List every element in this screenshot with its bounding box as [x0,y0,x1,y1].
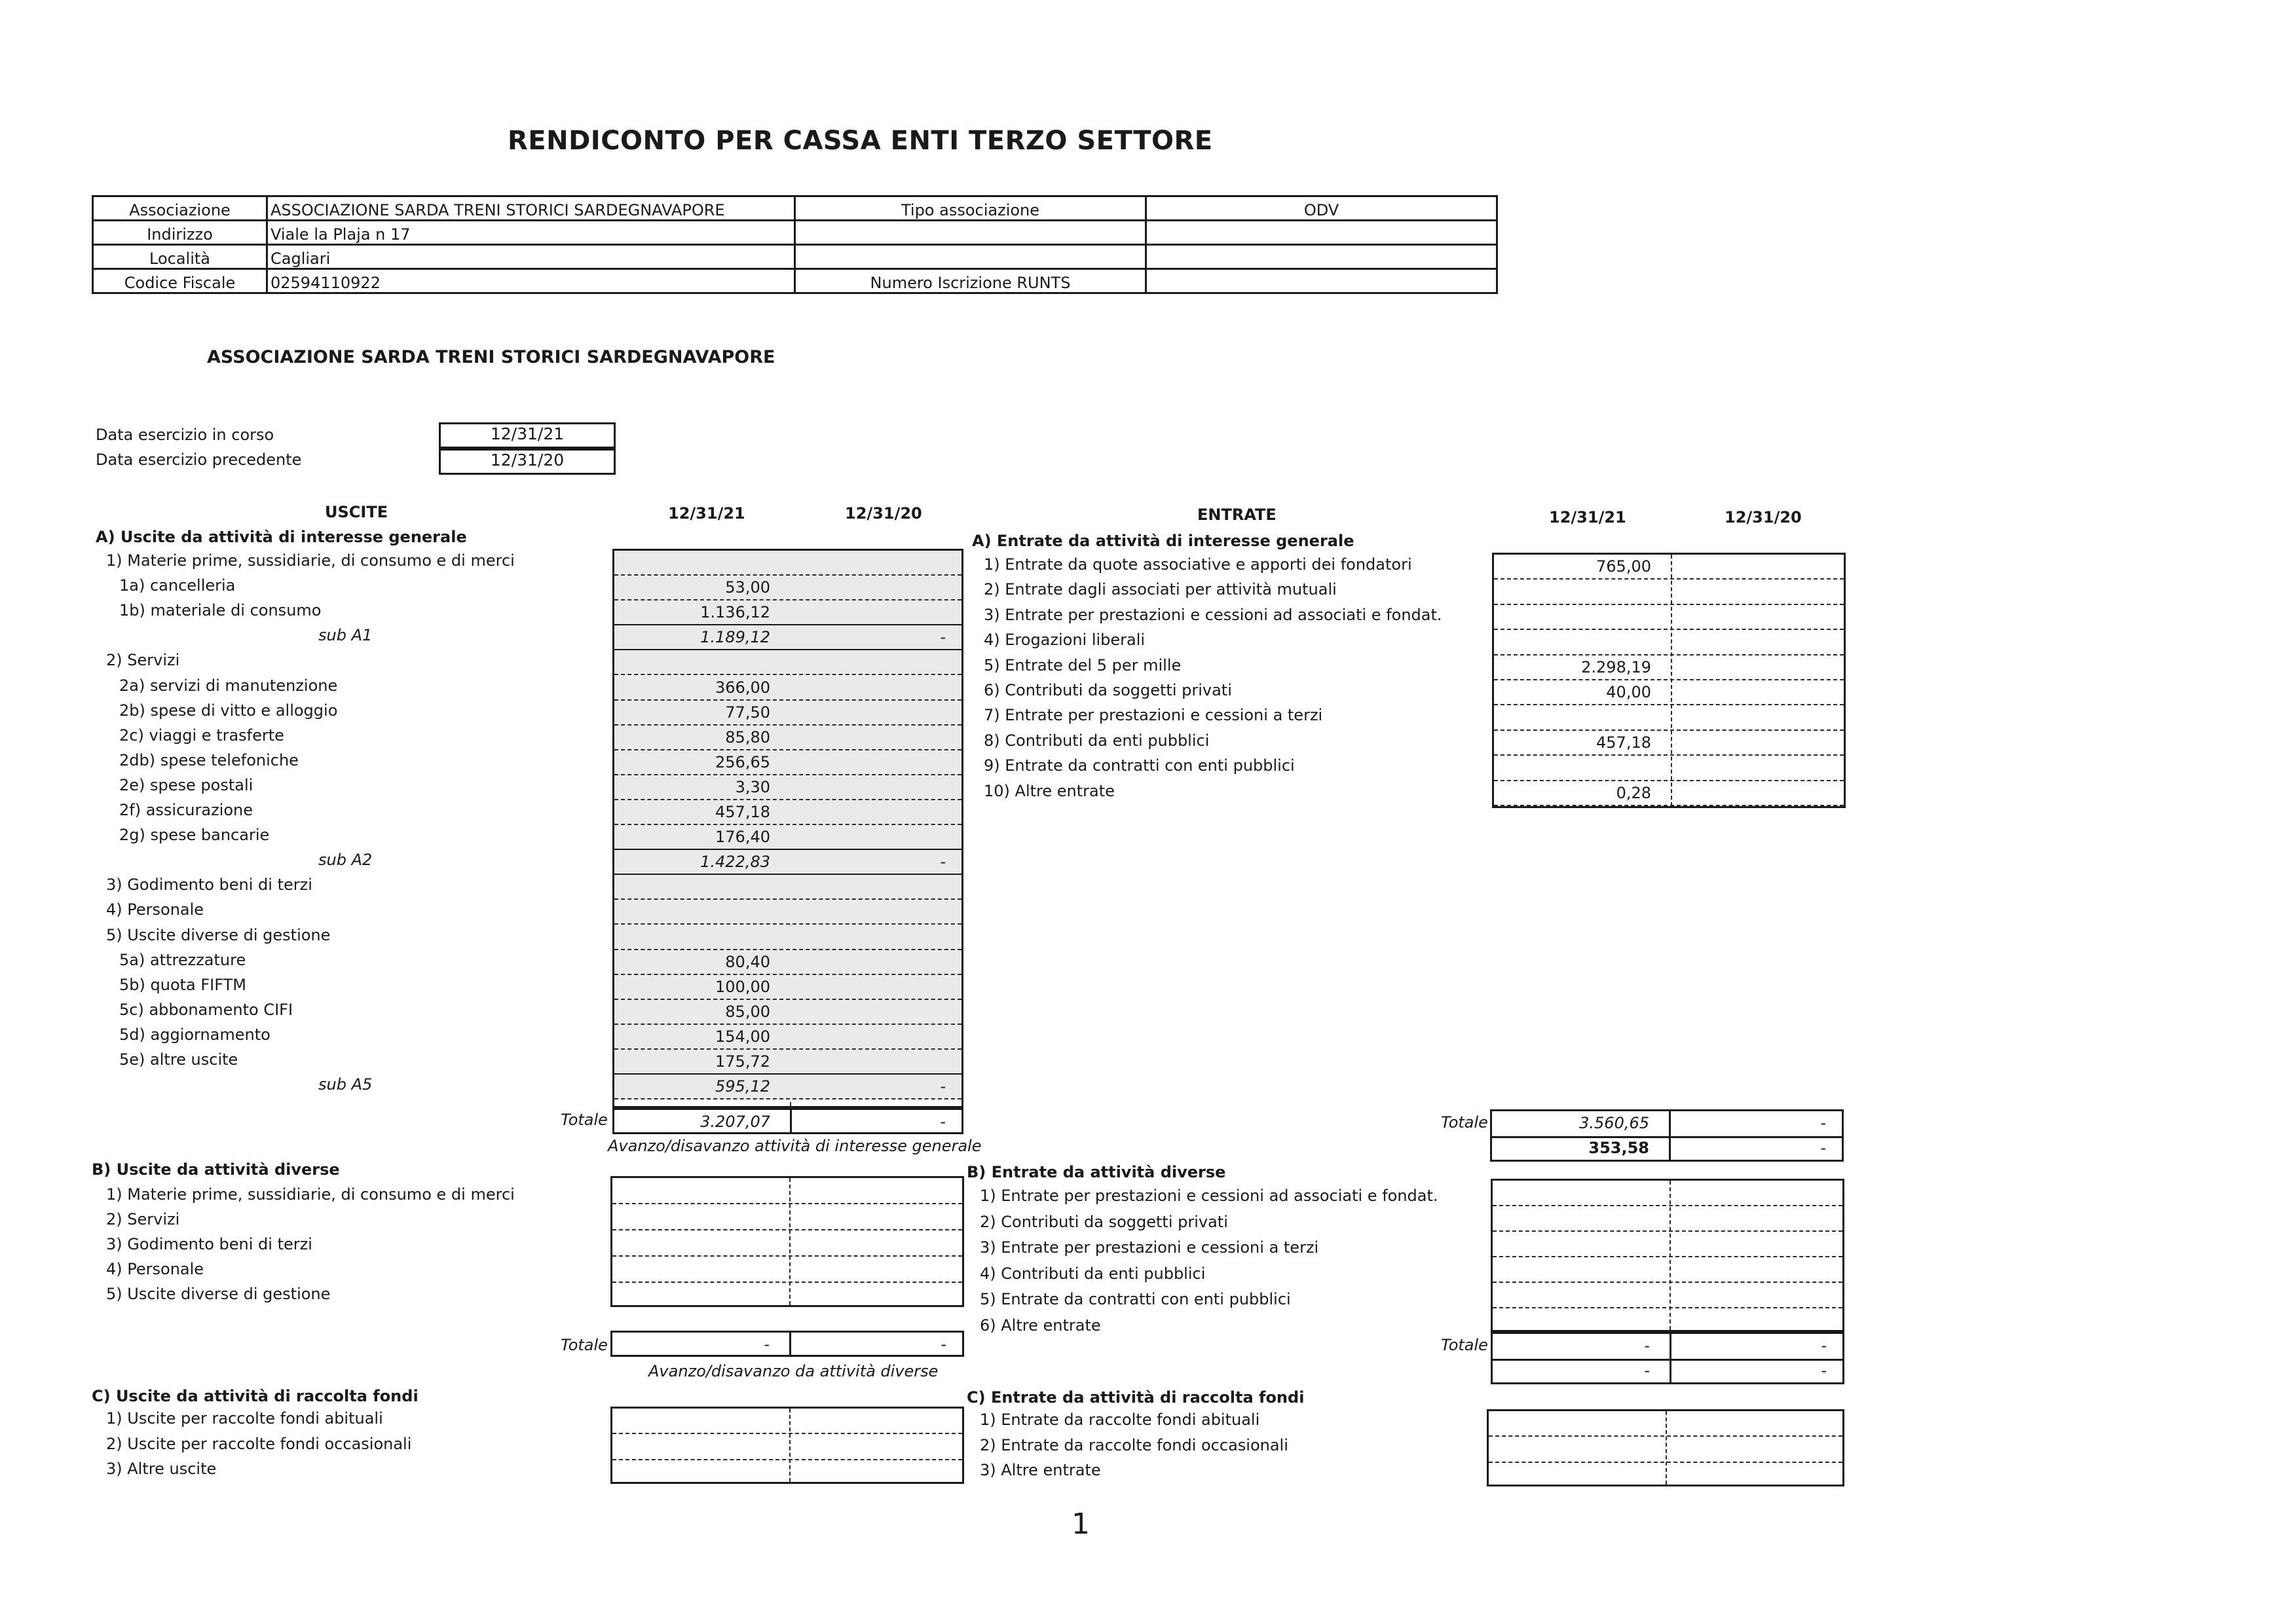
uscite-a-totale-1: 3.207,07 [700,1113,770,1131]
uscite-a-label-4: 2) Servizi [106,651,180,670]
avanzo-b-2: - [1821,1361,1827,1380]
entrate-b-title: B) Entrate da attività diverse [967,1163,1226,1181]
uscite-a-totale-box [612,1108,963,1134]
uscite-a-value-3-col1: 1.189,12 [700,628,770,647]
entrate-a-label-9: 10) Altre entrate [984,781,1115,800]
uscite-a-amounts [612,549,963,1108]
uscite-a-value-5-col1: 366,00 [715,678,770,697]
uscite-b-label-1: 2) Servizi [106,1210,180,1228]
uscite-a-value-21-col2: - [940,1077,946,1096]
localita-label: Località [93,245,267,269]
entrate-c-amounts [1487,1409,1844,1486]
uscite-c-title: C) Uscite da attività di raccolta fondi [92,1387,419,1405]
uscite-a-value-3-col2: - [940,628,946,647]
uscite-a-label-18: 5c) abbonamento CIFI [119,1000,293,1019]
uscite-a-label-14: 4) Personale [106,900,204,919]
avanzo-b-1: - [1644,1361,1650,1380]
uscite-a-value-12-col2: - [940,853,946,872]
uscite-c-label-1: 2) Uscite per raccolte fondi occasionali [106,1434,412,1453]
uscite-a-label-21: sub A5 [318,1075,373,1094]
uscite-a-label-1: 1a) cancelleria [119,576,236,595]
uscite-header: USCITE [325,503,388,521]
entrate-col1-header: 12/31/21 [1549,508,1626,526]
entrate-b-totale-1: - [1644,1337,1650,1355]
entrate-a-value-9-col1: 0,28 [1616,783,1651,802]
runts-label: Numero Iscrizione RUNTS [795,269,1146,293]
entrate-a-amounts [1492,553,1846,808]
entrate-a-totale-label: Totale [1441,1113,1488,1132]
document-title: RENDICONTO PER CASSA ENTI TERZO SETTORE [508,126,1213,156]
uscite-a-value-16-col1: 80,40 [725,952,770,971]
entrate-b-totale-box [1491,1332,1844,1384]
avanzo-a-2: - [1820,1139,1826,1157]
entrate-a-label-8: 9) Entrate da contratti con enti pubblici [984,756,1295,775]
uscite-a-value-21-col1: 595,12 [715,1077,770,1096]
uscite-a-label-5: 2a) servizi di manutenzione [119,676,338,695]
uscite-a-label-17: 5b) quota FIFTM [119,975,247,994]
entrate-a-value-0-col1: 765,00 [1596,557,1651,576]
uscite-c-amounts [610,1407,964,1484]
data-corso-label: Data esercizio in corso [96,426,274,444]
uscite-a-label-3: sub A1 [318,626,373,645]
uscite-a-label-2: 1b) materiale di consumo [119,601,322,620]
entrate-b-label-1: 2) Contributi da soggetti privati [980,1212,1228,1231]
uscite-a-value-2-col1: 1.136,12 [700,603,770,622]
avanzo-b-label: Avanzo/disavanzo da attività diverse [648,1362,939,1380]
uscite-a-value-8-col1: 256,65 [715,752,770,771]
uscite-a-label-20: 5e) altre uscite [119,1050,238,1069]
avanzo-a-1: 353,58 [1588,1139,1649,1157]
uscite-a-value-10-col1: 457,18 [715,803,770,821]
uscite-a-label-9: 2e) spese postali [119,775,253,794]
uscite-a-label-0: 1) Materie prime, sussidiarie, di consumo e di merci [106,551,515,570]
entrate-b-totale-label: Totale [1441,1336,1488,1354]
entrate-a-totale-2: - [1820,1114,1826,1132]
uscite-a-label-6: 2b) spese di vitto e alloggio [119,701,338,720]
entrate-a-value-7-col1: 457,18 [1596,733,1651,752]
entrate-b-amounts [1491,1179,1844,1332]
cf-label: Codice Fiscale [93,269,267,293]
entrate-b-label-0: 1) Entrate per prestazioni e cessioni ad associati e fondat. [980,1187,1438,1205]
indirizzo-value: Viale la Plaja n 17 [267,221,795,245]
uscite-c-label-0: 1) Uscite per raccolte fondi abituali [106,1409,383,1428]
entrate-a-label-3: 4) Erogazioni liberali [984,631,1146,650]
uscite-a-label-19: 5d) aggiornamento [119,1025,271,1044]
uscite-b-totale-box [610,1331,964,1357]
uscite-b-label-2: 3) Godimento beni di terzi [106,1235,312,1253]
entrate-b-label-3: 4) Contributi da enti pubblici [980,1264,1206,1283]
entrate-b-totale-2: - [1821,1337,1827,1355]
uscite-b-totale-1: - [764,1335,770,1354]
entrate-a-value-4-col1: 2.298,19 [1581,657,1651,676]
entrate-a-label-5: 6) Contributi da soggetti privati [984,681,1232,699]
uscite-b-label-0: 1) Materie prime, sussidiarie, di consumo e di merci [106,1185,515,1204]
entrate-b-label-5: 6) Altre entrate [980,1316,1101,1335]
uscite-col1-header: 12/31/21 [668,504,745,523]
entrate-a-value-5-col1: 40,00 [1606,683,1651,701]
uscite-a-value-7-col1: 85,80 [725,728,770,747]
uscite-a-label-10: 2f) assicurazione [119,801,253,819]
localita-value: Cagliari [267,245,795,269]
uscite-a-label-16: 5a) attrezzature [119,950,246,969]
uscite-a-value-18-col1: 85,00 [725,1002,770,1021]
uscite-c-label-2: 3) Altre uscite [106,1460,217,1478]
uscite-a-label-15: 5) Uscite diverse di gestione [106,925,331,944]
avanzo-a-label: Avanzo/disavanzo attività di interesse generale [608,1137,982,1155]
uscite-a-label-7: 2c) viaggi e trasferte [119,726,284,745]
uscite-a-value-1-col1: 53,00 [725,578,770,597]
entrate-a-label-7: 8) Contributi da enti pubblici [984,731,1210,750]
uscite-col2-header: 12/31/20 [845,504,922,523]
tipo-label: Tipo associazione [795,196,1146,221]
association-info-table [92,195,1498,294]
entrate-c-title: C) Entrate da attività di raccolta fondi [967,1388,1305,1407]
cf-value: 02594110922 [267,269,795,293]
runts-value [1146,269,1497,293]
tipo-value: ODV [1146,196,1497,221]
entrate-col2-header: 12/31/20 [1725,508,1802,526]
uscite-a-totale-2: - [940,1113,946,1131]
uscite-a-value-20-col1: 175,72 [715,1052,770,1071]
entrate-a-label-1: 2) Entrate dagli associati per attività mutuali [984,580,1337,599]
associazione-label: Associazione [93,196,267,221]
uscite-a-value-6-col1: 77,50 [725,703,770,722]
uscite-a-label-13: 3) Godimento beni di terzi [106,876,312,895]
uscite-a-value-12-col1: 1.422,83 [700,853,770,872]
page-number: 1 [1072,1507,1090,1541]
uscite-a-title: A) Uscite da attività di interesse generale [96,528,467,546]
entrate-c-label-2: 3) Altre entrate [980,1461,1101,1479]
data-corso-value: 12/31/21 [439,422,616,449]
uscite-a-value-19-col1: 154,00 [715,1027,770,1046]
entrate-header: ENTRATE [1197,506,1277,524]
uscite-a-label-8: 2db) spese telefoniche [119,750,299,769]
uscite-b-totale-2: - [941,1335,946,1354]
uscite-b-label-4: 5) Uscite diverse di gestione [106,1285,331,1303]
entrate-b-label-4: 5) Entrate da contratti con enti pubblici [980,1290,1291,1308]
uscite-a-label-12: sub A2 [318,851,373,870]
entrate-b-label-2: 3) Entrate per prestazioni e cessioni a terzi [980,1238,1319,1257]
entrate-a-label-4: 5) Entrate del 5 per mille [984,655,1182,674]
entrate-a-label-6: 7) Entrate per prestazioni e cessioni a terzi [984,706,1323,725]
associazione-value: ASSOCIAZIONE SARDA TRENI STORICI SARDEGNAVAPORE [267,196,795,221]
uscite-a-totale-label: Totale [561,1111,608,1129]
uscite-b-title: B) Uscite da attività diverse [92,1160,340,1179]
entrate-a-label-2: 3) Entrate per prestazioni e cessioni ad associati e fondat. [984,605,1442,624]
uscite-a-value-17-col1: 100,00 [715,977,770,996]
entrate-a-label-0: 1) Entrate da quote associative e apporti dei fondatori [984,555,1412,574]
uscite-a-label-11: 2g) spese bancarie [119,826,270,845]
uscite-a-value-11-col1: 176,40 [715,828,770,847]
uscite-b-totale-label: Totale [561,1336,608,1354]
entrate-c-label-1: 2) Entrate da raccolte fondi occasionali [980,1435,1288,1454]
indirizzo-label: Indirizzo [93,221,267,245]
uscite-a-value-9-col1: 3,30 [735,777,770,796]
data-prec-value: 12/31/20 [439,449,616,475]
entrate-a-title: A) Entrate da attività di interesse generale [972,532,1354,550]
data-prec-label: Data esercizio precedente [96,451,302,469]
entrate-c-label-0: 1) Entrate da raccolte fondi abituali [980,1411,1260,1429]
entity-name: ASSOCIAZIONE SARDA TRENI STORICI SARDEGNAVAPORE [207,347,775,367]
entrate-a-totale-1: 3.560,65 [1579,1114,1649,1132]
uscite-b-amounts [610,1176,964,1307]
uscite-b-label-3: 4) Personale [106,1260,204,1278]
entrate-a-totale-box [1490,1109,1844,1162]
